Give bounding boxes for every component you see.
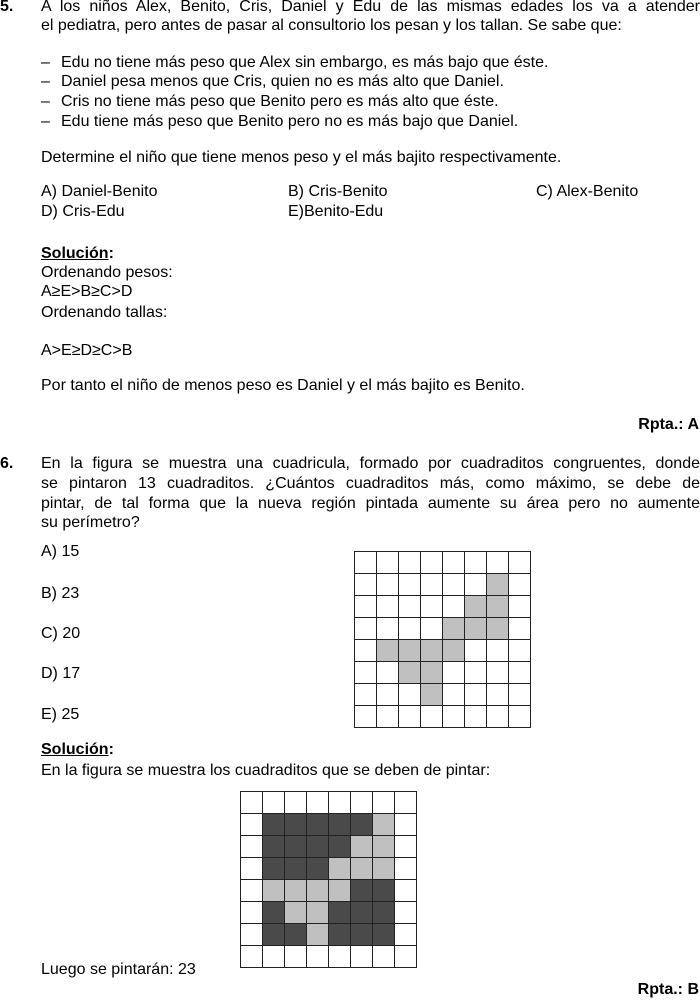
grid-cell-empty [355, 662, 376, 683]
grid-cell-empty [351, 792, 372, 813]
q5-solution-line: Ordenando pesos: [41, 264, 173, 281]
grid-cell-empty [395, 902, 416, 923]
grid-cell-empty [443, 684, 464, 705]
grid-cell-empty [487, 552, 508, 573]
grid-cell-empty [377, 684, 398, 705]
grid-cell-empty [241, 858, 262, 879]
q5-solution-line: A≥E>B≥C>D [41, 283, 133, 300]
grid-cell-shaded [443, 640, 464, 661]
q5-option-d: D) Cris-Edu [41, 203, 125, 220]
q5-option-c: C) Alex-Benito [536, 183, 639, 200]
q5-question: Determine el niño que tiene menos peso y el más bajito respectivamente. [41, 149, 562, 166]
grid-cell-empty [443, 596, 464, 617]
q5-solution-line: Ordenando tallas: [41, 304, 168, 321]
grid-cell-added [285, 814, 306, 835]
grid-cell-added [263, 924, 284, 945]
grid-cell-empty [465, 640, 486, 661]
grid-cell-shaded [373, 814, 394, 835]
grid-cell-shaded [487, 596, 508, 617]
grid-cell-empty [509, 640, 530, 661]
grid-cell-empty [355, 574, 376, 595]
grid-cell-shaded [399, 662, 420, 683]
grid-cell-empty [487, 706, 508, 727]
grid-cell-shaded [487, 574, 508, 595]
grid-cell-empty [395, 836, 416, 857]
grid-cell-added [263, 858, 284, 879]
q6-conclusion: Luego se pintarán: 23 [41, 961, 196, 978]
q5-solution-heading [41, 245, 114, 263]
bullet: – [41, 113, 50, 130]
grid-cell-empty [509, 684, 530, 705]
grid-cell-empty [241, 814, 262, 835]
grid-cell-added [263, 902, 284, 923]
q5-condition [41, 93, 499, 111]
grid-cell-shaded [307, 880, 328, 901]
q6-option-e: E) 25 [41, 706, 80, 723]
grid-cell-empty [509, 552, 530, 573]
grid-cell-empty [377, 596, 398, 617]
grid-cell-shaded [465, 618, 486, 639]
q5-solution-line: Por tanto el niño de menos peso es Daniel y el más bajito es Benito. [41, 377, 525, 394]
grid-cell-empty [307, 792, 328, 813]
grid-cell-empty [395, 792, 416, 813]
grid-cell-empty [285, 946, 306, 967]
grid-cell-empty [377, 552, 398, 573]
grid-cell-shaded [465, 596, 486, 617]
bullet: – [41, 73, 50, 90]
grid-cell-empty [329, 946, 350, 967]
grid-cell-shaded [263, 880, 284, 901]
grid-cell-shaded [373, 836, 394, 857]
condition-text: Edu no tiene más peso que Alex sin embargo, es más bajo que éste. [61, 54, 549, 71]
grid-cell-added [351, 880, 372, 901]
q5-condition [41, 54, 548, 72]
grid-cell-added [307, 836, 328, 857]
bullet: – [41, 54, 50, 71]
grid-cell-empty [399, 684, 420, 705]
q6-stem-line: En la figura se muestra una cuadricula, formado por cuadraditos congruentes, donde [41, 455, 700, 472]
grid-cell-shaded [487, 618, 508, 639]
grid-cell-shaded [307, 924, 328, 945]
grid-cell-added [329, 902, 350, 923]
grid-cell-empty [509, 706, 530, 727]
grid-cell-empty [395, 814, 416, 835]
grid-cell-shaded [329, 858, 350, 879]
bullet: – [41, 93, 50, 110]
grid-cell-added [329, 814, 350, 835]
solution-grid-figure [240, 791, 417, 968]
q6-option-d: D) 17 [41, 665, 81, 682]
grid-cell-empty [241, 792, 262, 813]
grid-cell-empty [241, 946, 262, 967]
grid-cell-empty [421, 618, 442, 639]
grid-cell-shaded [399, 640, 420, 661]
grid-cell-empty [241, 902, 262, 923]
q6-answer: Rpta.: B [637, 981, 699, 998]
grid-cell-empty [241, 880, 262, 901]
grid-cell-empty [395, 880, 416, 901]
grid-cell-empty [421, 596, 442, 617]
grid-cell-empty [509, 596, 530, 617]
grid-cell-added [329, 836, 350, 857]
grid-cell-empty [509, 618, 530, 639]
grid-cell-empty [443, 552, 464, 573]
grid-cell-empty [399, 552, 420, 573]
grid-cell-empty [263, 792, 284, 813]
grid-cell-empty [465, 706, 486, 727]
grid-cell-empty [487, 684, 508, 705]
q6-stem-line: pintar, de tal forma que la nueva región pintada aumente su área pero no aumente [41, 495, 700, 512]
grid-cell-shaded [329, 880, 350, 901]
grid-cell-empty [377, 574, 398, 595]
q6-option-b: B) 23 [41, 585, 80, 602]
grid-cell-empty [377, 618, 398, 639]
grid-cell-empty [307, 946, 328, 967]
grid-cell-added [307, 858, 328, 879]
grid-cell-added [285, 924, 306, 945]
grid-cell-added [351, 814, 372, 835]
grid-cell-shaded [351, 836, 372, 857]
condition-text: Daniel pesa menos que Cris, quien no es más alto que Daniel. [61, 73, 504, 90]
grid-cell-empty [399, 618, 420, 639]
grid-cell-empty [351, 946, 372, 967]
q5-number: 5. [0, 0, 14, 15]
grid-cell-empty [465, 574, 486, 595]
grid-cell-empty [395, 858, 416, 879]
grid-cell-added [329, 924, 350, 945]
grid-cell-empty [399, 596, 420, 617]
grid-cell-empty [395, 924, 416, 945]
q6-solution-heading [41, 741, 114, 759]
grid-cell-empty [377, 662, 398, 683]
grid-cell-added [263, 814, 284, 835]
grid-cell-added [373, 902, 394, 923]
grid-cell-empty [263, 946, 284, 967]
grid-cell-empty [241, 924, 262, 945]
solution-label: Solución [41, 245, 109, 262]
grid-cell-empty [421, 552, 442, 573]
condition-text: Edu tiene más peso que Benito pero no es más bajo que Daniel. [61, 113, 519, 130]
grid-cell-empty [421, 706, 442, 727]
grid-cell-shaded [373, 858, 394, 879]
q5-condition [41, 73, 504, 91]
grid-cell-empty [443, 662, 464, 683]
grid-cell-empty [399, 574, 420, 595]
q6-number: 6. [0, 455, 14, 472]
q6-stem-line: se pintaron 13 cuadraditos. ¿Cuántos cuadraditos más, como máximo, se debe de [41, 475, 700, 492]
q5-stem-line: el pediatra, pero antes de pasar al consultorio los pesan y los tallan. Se sabe que: [41, 17, 622, 34]
grid-cell-empty [377, 706, 398, 727]
q6-solution-text: En la figura se muestra los cuadraditos que se deben de pintar: [41, 762, 491, 779]
grid-cell-shaded [377, 640, 398, 661]
grid-cell-shaded [285, 880, 306, 901]
q5-stem-line: A los niños Alex, Benito, Cris, Daniel y Edu de las mismas edades los va a atender [41, 0, 700, 15]
grid-cell-empty [509, 662, 530, 683]
q5-answer: Rpta.: A [638, 416, 699, 433]
q5-option-e: E)Benito-Edu [288, 203, 384, 220]
grid-cell-added [307, 814, 328, 835]
grid-cell-added [263, 836, 284, 857]
q6-option-c: C) 20 [41, 625, 81, 642]
grid-cell-shaded [421, 640, 442, 661]
grid-cell-shaded [443, 618, 464, 639]
grid-cell-added [351, 902, 372, 923]
grid-cell-empty [285, 792, 306, 813]
grid-cell-empty [465, 552, 486, 573]
condition-text: Cris no tiene más peso que Benito pero es más alto que éste. [61, 93, 499, 110]
q5-condition [41, 113, 518, 131]
colon: : [108, 741, 114, 758]
colon: : [108, 245, 114, 262]
grid-cell-shaded [307, 902, 328, 923]
grid-cell-empty [487, 640, 508, 661]
q5-option-b: B) Cris-Benito [288, 183, 388, 200]
grid-cell-empty [373, 946, 394, 967]
grid-cell-empty [509, 574, 530, 595]
grid-cell-empty [355, 640, 376, 661]
grid-cell-empty [399, 706, 420, 727]
grid-cell-empty [465, 662, 486, 683]
grid-cell-empty [443, 574, 464, 595]
grid-cell-shaded [351, 858, 372, 879]
grid-cell-added [373, 924, 394, 945]
grid-cell-empty [355, 706, 376, 727]
grid-cell-empty [355, 596, 376, 617]
q5-option-a: A) Daniel-Benito [41, 183, 158, 200]
grid-cell-empty [355, 684, 376, 705]
grid-cell-empty [465, 684, 486, 705]
q6-option-a: A) 15 [41, 543, 80, 560]
grid-cell-empty [241, 836, 262, 857]
q5-solution-line: A>E≥D≥C>B [41, 342, 133, 359]
grid-cell-added [285, 836, 306, 857]
q6-stem-line: su perímetro? [41, 514, 140, 531]
solution-label: Solución [41, 741, 109, 758]
grid-cell-added [373, 880, 394, 901]
grid-cell-shaded [421, 684, 442, 705]
grid-cell-empty [487, 662, 508, 683]
grid-cell-empty [373, 792, 394, 813]
grid-cell-shaded [285, 902, 306, 923]
problem-grid-figure [354, 551, 531, 728]
grid-cell-empty [329, 792, 350, 813]
grid-cell-empty [355, 552, 376, 573]
grid-cell-added [351, 924, 372, 945]
grid-cell-empty [443, 706, 464, 727]
grid-cell-empty [355, 618, 376, 639]
grid-cell-empty [395, 946, 416, 967]
grid-cell-added [285, 858, 306, 879]
grid-cell-shaded [421, 662, 442, 683]
grid-cell-empty [421, 574, 442, 595]
